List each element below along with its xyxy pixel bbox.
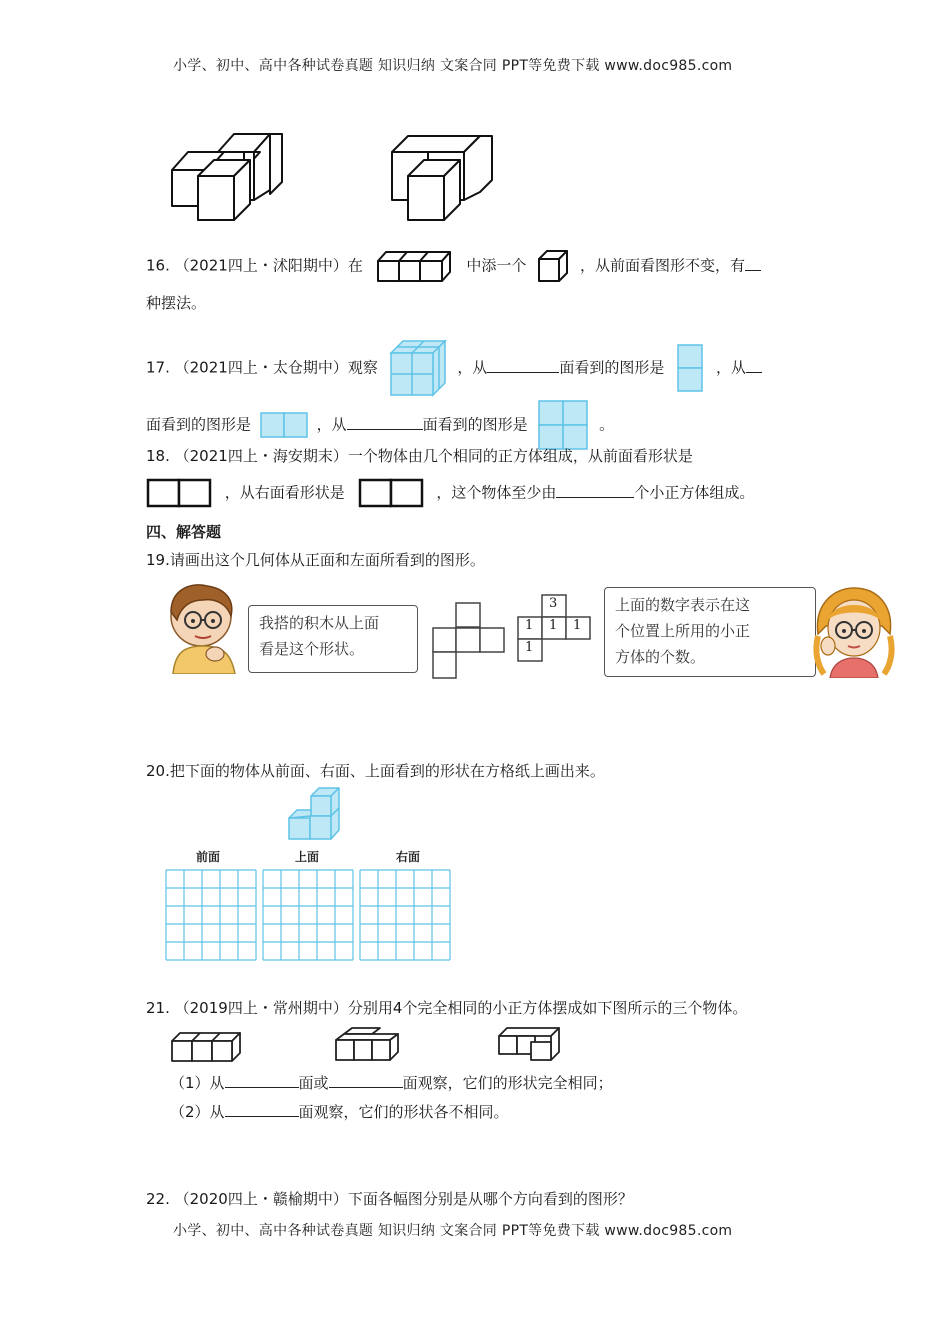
grid-number-top: 3 bbox=[549, 596, 558, 611]
answer-blank-21c[interactable] bbox=[225, 1101, 299, 1117]
question-21: 21. （2019四上・常州期中）分别用4个完全相同的小正方体摆成如下图所示的三个物体。 bbox=[146, 999, 748, 1017]
cube-object-1 bbox=[170, 1029, 244, 1063]
question-17-line1: 17. （2021四上・太仓期中）观察 ，从 面看到的图形是 ，从 bbox=[146, 339, 762, 397]
question-19: 19.请画出这个几何体从正面和左面所看到的图形。 bbox=[146, 551, 485, 569]
page-header: 小学、初中、高中各种试卷真题 知识归纳 文案合同 PPT等免费下载 www.doc985.com bbox=[173, 58, 733, 74]
blue-cube-solid-icon bbox=[389, 339, 447, 397]
grid-label-right: 右面 bbox=[396, 850, 421, 864]
cube-object-3 bbox=[497, 1026, 567, 1062]
girl-illustration bbox=[812, 586, 896, 678]
answer-blank-21a[interactable] bbox=[225, 1072, 299, 1088]
question-18-line1: 18. （2021四上・海安期末）一个物体由几个相同的正方体组成，从前面看形状是 bbox=[146, 447, 693, 465]
four-squares-icon bbox=[538, 400, 588, 450]
cube-object-2 bbox=[334, 1026, 406, 1062]
boy-illustration bbox=[163, 582, 245, 674]
question-17-line2: 面看到的图形是 ，从 面看到的图形是 。 bbox=[146, 400, 614, 450]
grid-number-right: 1 bbox=[573, 618, 582, 633]
grid-paper-right[interactable] bbox=[359, 869, 451, 961]
grid-label-top: 上面 bbox=[295, 850, 320, 864]
girl-bubble-line3: 方体的个数。 bbox=[615, 648, 706, 666]
boy-bubble-line2: 看是这个形状。 bbox=[259, 640, 365, 658]
question-16-line2: 种摆法。 bbox=[146, 294, 207, 312]
cube-figure-a bbox=[168, 130, 286, 222]
numbered-top-view bbox=[516, 594, 594, 664]
question-22: 22. （2020四上・赣榆期中）下面各幅图分别是从哪个方向看到的图形？ bbox=[146, 1190, 633, 1208]
vertical-two-squares-icon bbox=[677, 344, 703, 392]
grid-number-bottom: 1 bbox=[525, 640, 534, 655]
blue-cube-object bbox=[287, 786, 345, 842]
grid-number-center: 1 bbox=[549, 618, 558, 633]
right-view-two-squares bbox=[358, 478, 424, 508]
single-cube-icon bbox=[537, 249, 569, 283]
answer-blank-17a[interactable] bbox=[487, 357, 559, 373]
question-21-part2: （2）从 面观察，它们的形状各不相同。 bbox=[170, 1103, 509, 1121]
three-cube-row-icon bbox=[376, 249, 454, 283]
grid-label-front: 前面 bbox=[196, 850, 221, 864]
question-18-line2: ，从右面看形状是 ，这个物体至少由 个小正方体组成。 bbox=[146, 478, 754, 508]
question-16-line1: 16. （2021四上・沭阳期中）在 中添一个 ，从前面看图形不变，有 bbox=[146, 249, 761, 283]
section-title: 四、解答题 bbox=[146, 523, 222, 541]
question-20: 20.把下面的物体从前面、右面、上面看到的形状在方格纸上画出来。 bbox=[146, 762, 605, 780]
top-view-shape bbox=[432, 602, 506, 680]
answer-blank-16[interactable] bbox=[745, 255, 761, 271]
answer-blank-17c[interactable] bbox=[347, 414, 423, 430]
page-footer: 小学、初中、高中各种试卷真题 知识归纳 文案合同 PPT等免费下载 www.doc985.com bbox=[173, 1223, 733, 1239]
cube-figure-b bbox=[388, 130, 496, 222]
girl-speech-bubble bbox=[604, 587, 816, 677]
answer-blank-17b[interactable] bbox=[746, 357, 762, 373]
horizontal-two-squares-icon bbox=[260, 412, 308, 438]
grid-number-left: 1 bbox=[525, 618, 534, 633]
girl-bubble-line1: 上面的数字表示在这 bbox=[615, 596, 751, 614]
answer-blank-18[interactable] bbox=[556, 482, 634, 498]
girl-bubble-line2: 个位置上所用的小正 bbox=[615, 622, 751, 640]
answer-blank-21b[interactable] bbox=[329, 1072, 403, 1088]
front-view-two-squares bbox=[146, 478, 212, 508]
question-21-part1: （1）从 面或 面观察，它们的形状完全相同； bbox=[170, 1074, 613, 1092]
boy-bubble-line1: 我搭的积木从上面 bbox=[259, 614, 380, 632]
grid-paper-front[interactable] bbox=[165, 869, 257, 961]
grid-paper-top[interactable] bbox=[262, 869, 354, 961]
boy-speech-bubble bbox=[248, 605, 418, 673]
